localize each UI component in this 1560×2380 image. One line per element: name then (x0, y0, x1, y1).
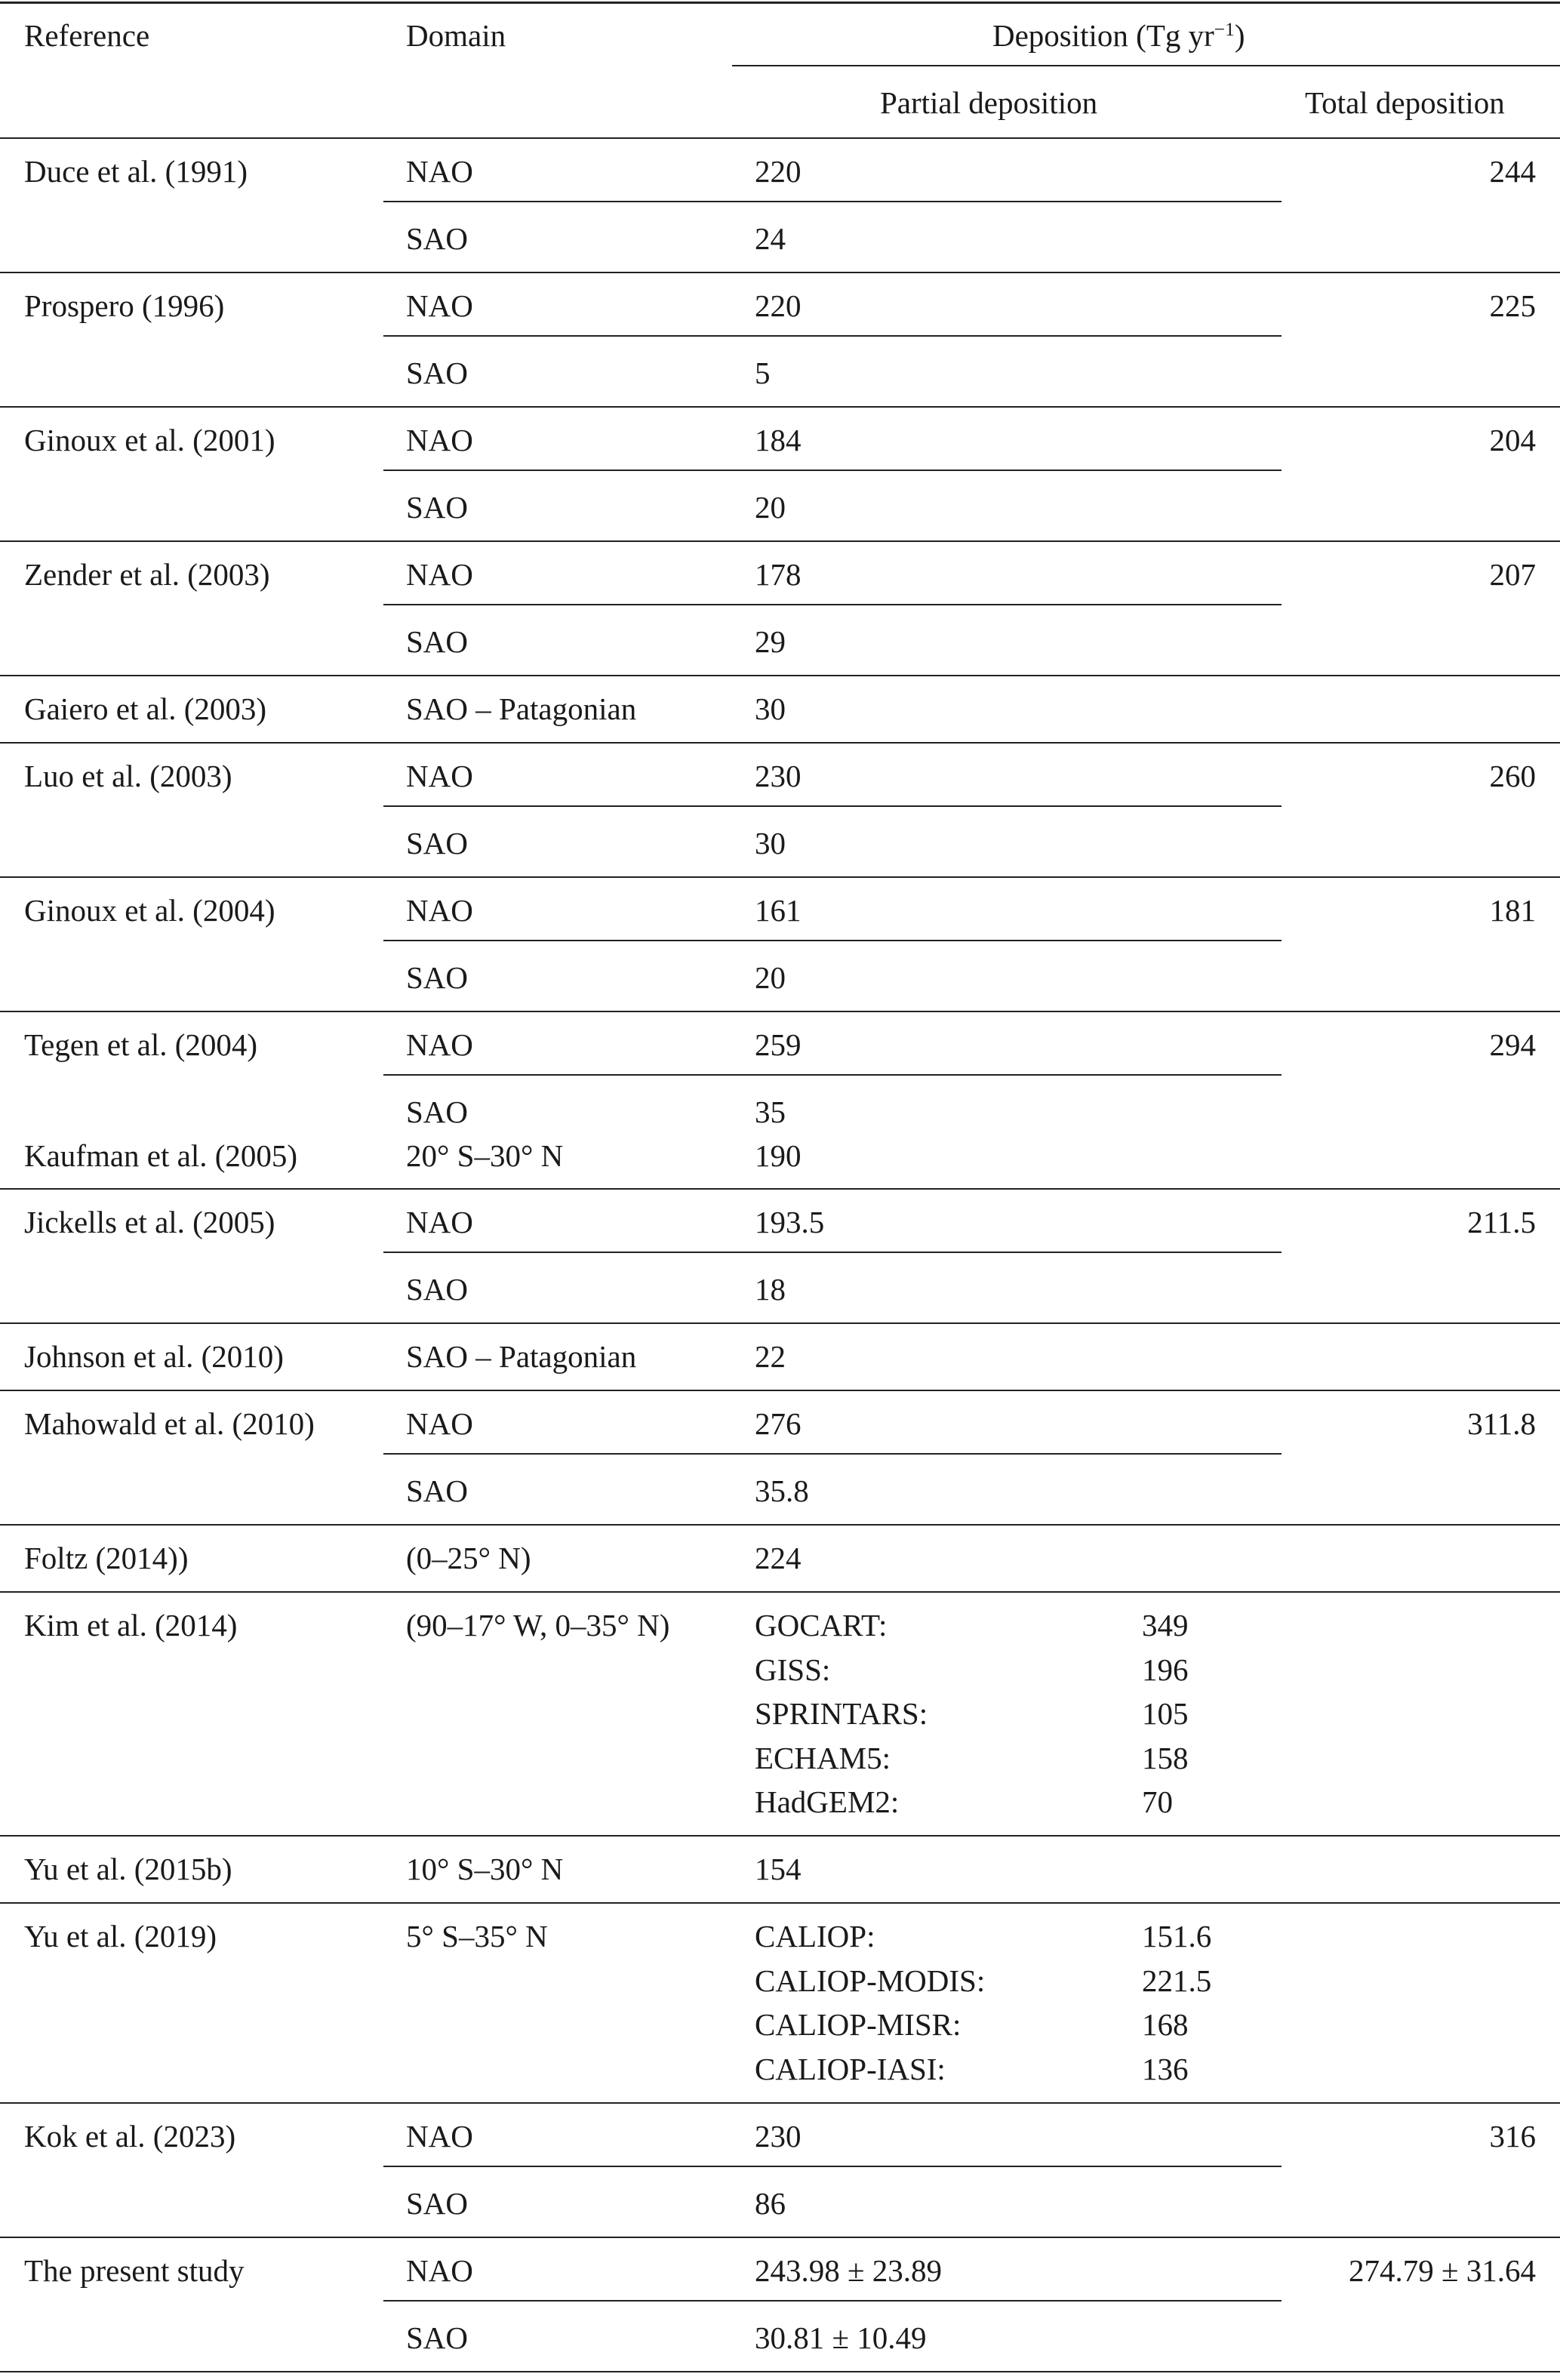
top-rule (0, 2, 1560, 4)
sub-row-rule (383, 1074, 1282, 1076)
group-rule (0, 1322, 1560, 1324)
total-cell: 311.8 (1467, 1406, 1536, 1441)
domain-cell: SAO (406, 490, 469, 525)
domain-cell: SAO (406, 2185, 469, 2221)
domain-cell: SAO (406, 1473, 469, 1508)
sub-row-rule (383, 805, 1282, 807)
partial-value-cell: 18 (755, 1272, 786, 1307)
partial-value-cell: 224 (755, 1541, 802, 1575)
partial-value-cell: 259 (755, 1027, 802, 1062)
domain-cell: NAO (406, 557, 473, 592)
model-value-cell: 105 (1142, 1696, 1189, 1731)
partial-value-cell: 154 (755, 1852, 802, 1886)
reference-cell: Prospero (1996) (24, 288, 225, 323)
partial-value-cell: 30 (755, 826, 786, 861)
group-rule (0, 1835, 1560, 1837)
domain-cell: SAO – Patagonian (406, 691, 637, 726)
model-name-cell: HadGEM2: (755, 1784, 900, 1819)
model-name-cell: SPRINTARS: (755, 1696, 928, 1731)
group-rule (0, 406, 1560, 408)
header-bottom-rule (0, 137, 1560, 139)
domain-cell: (90–17° W, 0–35° N) (406, 1608, 670, 1643)
domain-cell: NAO (406, 288, 473, 323)
reference-cell: Johnson et al. (2010) (24, 1339, 284, 1374)
model-value-cell: 168 (1142, 2007, 1189, 2042)
reference-cell: Ginoux et al. (2004) (24, 893, 275, 928)
group-rule (0, 272, 1560, 273)
header-partial: Partial deposition (880, 85, 1098, 120)
partial-value-cell: 24 (755, 221, 786, 256)
header-total: Total deposition (1305, 85, 1505, 120)
reference-cell: Yu et al. (2015b) (24, 1852, 232, 1886)
model-name-cell: CALIOP: (755, 1919, 875, 1954)
reference-cell: Foltz (2014)) (24, 1541, 189, 1575)
reference-cell: Tegen et al. (2004) (24, 1027, 258, 1062)
domain-cell: 5° S–35° N (406, 1919, 548, 1954)
domain-cell: NAO (406, 1205, 473, 1239)
group-rule (0, 2102, 1560, 2104)
domain-cell: SAO (406, 221, 469, 256)
group-rule (0, 876, 1560, 878)
reference-cell: Kaufman et al. (2005) (24, 1138, 298, 1173)
group-rule (0, 1591, 1560, 1593)
partial-value-cell: 29 (755, 624, 786, 659)
domain-cell: SAO (406, 1272, 469, 1307)
partial-value-cell: 230 (755, 759, 802, 793)
domain-cell: SAO (406, 826, 469, 861)
model-value-cell: 349 (1142, 1608, 1189, 1643)
reference-cell: The present study (24, 2252, 245, 2288)
partial-value-cell: 20 (755, 490, 786, 525)
sub-row-rule (383, 604, 1282, 605)
group-rule (0, 742, 1560, 744)
header-deposition-text: Deposition (Tg yr (992, 18, 1214, 53)
model-name-cell: ECHAM5: (755, 1740, 891, 1775)
header-domain: Domain (406, 18, 506, 53)
total-cell: 204 (1489, 423, 1536, 457)
group-rule (0, 1011, 1560, 1012)
sub-row-rule (383, 2166, 1282, 2167)
header-deposition-exponent: −1 (1214, 19, 1235, 41)
group-rule (0, 2237, 1560, 2238)
total-cell: 260 (1489, 759, 1536, 793)
domain-cell: NAO (406, 1027, 473, 1062)
domain-cell: NAO (406, 1406, 473, 1441)
partial-value-cell: 35 (755, 1095, 786, 1129)
partial-value-cell: 220 (755, 288, 802, 323)
sub-row-rule (383, 201, 1282, 202)
header-sub-rule (732, 65, 1560, 66)
domain-cell: NAO (406, 2118, 473, 2154)
total-cell: 316 (1489, 2118, 1536, 2154)
partial-value-cell: 184 (755, 423, 802, 457)
domain-cell: SAO (406, 356, 469, 390)
group-rule (0, 1524, 1560, 1526)
model-name-cell: GOCART: (755, 1608, 888, 1643)
partial-value-cell: 35.8 (755, 1473, 809, 1508)
domain-cell: NAO (406, 893, 473, 928)
partial-value-cell: 161 (755, 893, 802, 928)
partial-value-cell: 178 (755, 557, 802, 592)
domain-cell: SAO (406, 1095, 469, 1129)
domain-cell: SAO (406, 2320, 469, 2355)
model-value-cell: 136 (1142, 2051, 1189, 2086)
domain-cell: NAO (406, 759, 473, 793)
model-value-cell: 221.5 (1142, 1963, 1212, 1998)
header-reference: Reference (24, 18, 150, 53)
reference-cell: Yu et al. (2019) (24, 1919, 217, 1954)
domain-cell: 10° S–30° N (406, 1852, 564, 1886)
total-cell: 225 (1489, 288, 1536, 323)
group-rule (0, 1188, 1560, 1190)
model-value-cell: 70 (1142, 1784, 1173, 1819)
reference-cell: Kok et al. (2023) (24, 2118, 236, 2154)
partial-value-cell: 230 (755, 2118, 802, 2154)
partial-value-cell: 86 (755, 2185, 786, 2221)
group-rule (0, 1390, 1560, 1391)
reference-cell: Jickells et al. (2005) (24, 1205, 275, 1239)
reference-cell: Ginoux et al. (2001) (24, 423, 275, 457)
total-cell: 294 (1489, 1027, 1536, 1062)
sub-row-rule (383, 2300, 1282, 2301)
domain-cell: SAO – Patagonian (406, 1339, 637, 1374)
total-cell: 207 (1489, 557, 1536, 592)
reference-cell: Gaiero et al. (2003) (24, 691, 267, 726)
reference-cell: Zender et al. (2003) (24, 557, 270, 592)
partial-value-cell: 243.98 ± 23.89 (755, 2252, 943, 2288)
partial-value-cell: 30.81 ± 10.49 (755, 2320, 927, 2355)
model-value-cell: 158 (1142, 1740, 1189, 1775)
partial-value-cell: 20 (755, 960, 786, 995)
reference-cell: Luo et al. (2003) (24, 759, 232, 793)
header-deposition (992, 20, 1245, 51)
model-value-cell: 151.6 (1142, 1919, 1212, 1954)
total-cell: 244 (1489, 154, 1536, 189)
partial-value-cell: 190 (755, 1138, 802, 1173)
domain-cell: SAO (406, 624, 469, 659)
reference-cell: Duce et al. (1991) (24, 154, 248, 189)
partial-value-cell: 193.5 (755, 1205, 825, 1239)
partial-value-cell: 30 (755, 691, 786, 726)
total-cell: 181 (1489, 893, 1536, 928)
partial-value-cell: 276 (755, 1406, 802, 1441)
group-rule (0, 675, 1560, 676)
domain-cell: NAO (406, 154, 473, 189)
total-cell: 211.5 (1467, 1205, 1536, 1239)
model-name-cell: CALIOP-IASI: (755, 2051, 946, 2086)
partial-value-cell: 5 (755, 356, 771, 390)
sub-row-rule (383, 335, 1282, 337)
header-deposition-close: ) (1234, 18, 1245, 53)
model-name-cell: CALIOP-MISR: (755, 2007, 962, 2042)
bottom-rule (0, 2371, 1560, 2372)
sub-row-rule (383, 940, 1282, 941)
sub-row-rule (383, 470, 1282, 471)
model-name-cell: GISS: (755, 1652, 831, 1687)
partial-value-cell: 22 (755, 1339, 786, 1374)
model-value-cell: 196 (1142, 1652, 1189, 1687)
reference-cell: Kim et al. (2014) (24, 1608, 238, 1643)
domain-cell: NAO (406, 2252, 473, 2288)
sub-row-rule (383, 1453, 1282, 1455)
sub-row-rule (383, 1252, 1282, 1253)
reference-cell: Mahowald et al. (2010) (24, 1406, 315, 1441)
group-rule (0, 540, 1560, 542)
domain-cell: (0–25° N) (406, 1541, 531, 1575)
partial-value-cell: 220 (755, 154, 802, 189)
group-rule (0, 1902, 1560, 1904)
total-cell: 274.79 ± 31.64 (1348, 2252, 1536, 2288)
model-name-cell: CALIOP-MODIS: (755, 1963, 986, 1998)
domain-cell: NAO (406, 423, 473, 457)
domain-cell: SAO (406, 960, 469, 995)
domain-cell: 20° S–30° N (406, 1138, 564, 1173)
